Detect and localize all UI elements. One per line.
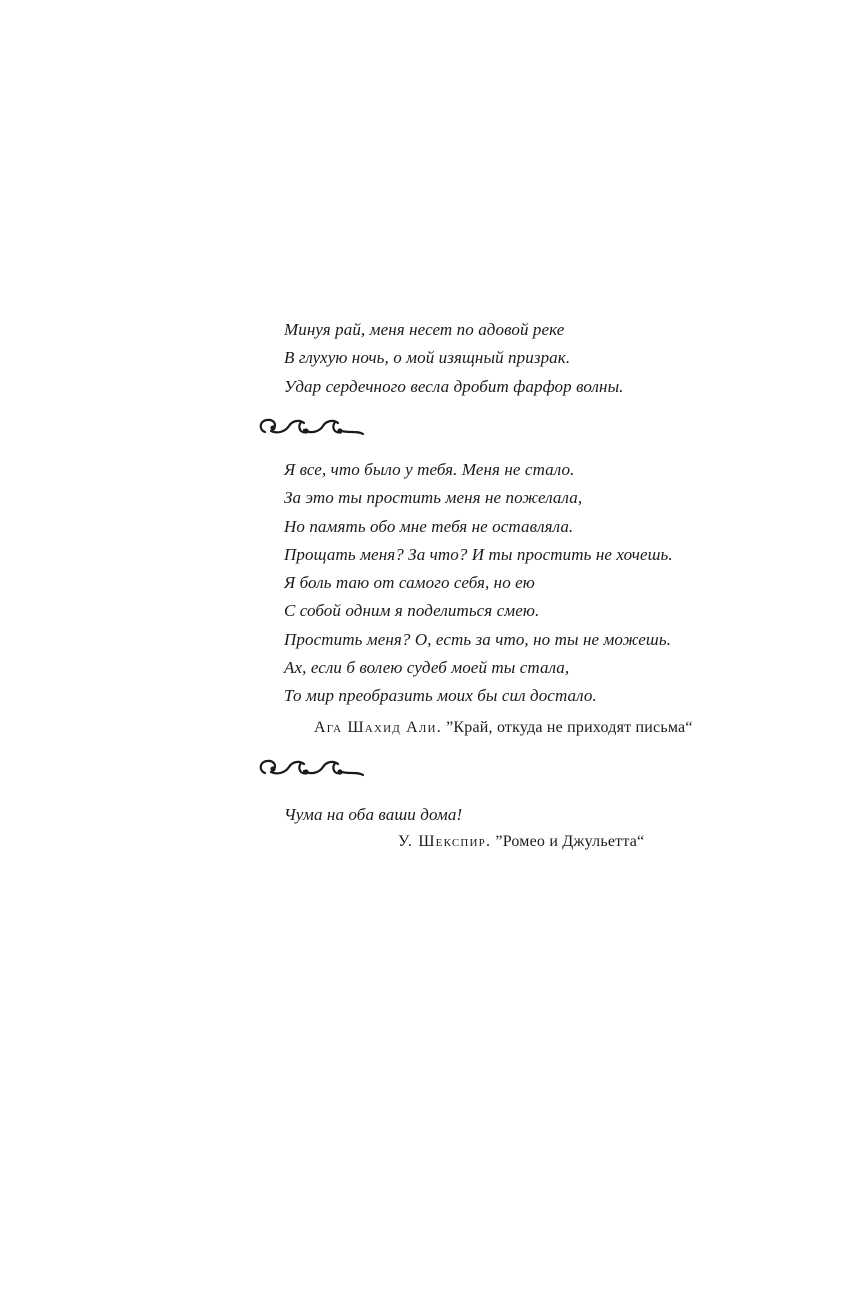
verse-line: С собой одним я поделиться смею.: [284, 601, 540, 621]
epigraph-stanza-3: [284, 801, 462, 829]
attribution-work: ”Край, откуда не приходят письма“: [446, 719, 693, 736]
verse-line: То мир преобразить моих бы сил достало.: [284, 686, 597, 706]
epigraph-attribution-1: [314, 719, 693, 737]
verse-line: Чума на оба ваши дома!: [284, 805, 463, 824]
verse-line: Прощать меня? За что? И ты простить не хочешь.: [284, 544, 673, 564]
verse-line: Простить меня? О, есть за что, но ты не можешь.: [284, 629, 672, 649]
verse-line: В глухую ночь, о мой изящный призрак.: [284, 348, 571, 368]
epigraph-stanza-2: [284, 456, 673, 711]
swirl-ornament-icon: [257, 755, 367, 779]
verse-line: Ах, если б волею судеб моей ты стала,: [284, 658, 570, 678]
verse-line: За это ты простить меня не пожелала,: [284, 488, 583, 508]
epigraph-attribution-2: [398, 833, 644, 851]
verse-line: Я все, что было у тебя. Меня не стало.: [284, 460, 575, 479]
attribution-author: Ага Шахид Али.: [314, 719, 442, 736]
verse-line: Минуя рай, меня несет по адовой реке: [284, 320, 565, 339]
verse-line: Я боль таю от самого себя, но ею: [284, 573, 535, 593]
epigraph-stanza-1: [284, 316, 624, 401]
swirl-ornament-icon: [257, 414, 367, 438]
attribution-work: ”Ромео и Джульетта“: [495, 833, 645, 850]
verse-line: Удар сердечного весла дробит фарфор волны.: [284, 376, 624, 396]
attribution-author: У. Шекспир.: [398, 833, 492, 850]
verse-line: Но память обо мне тебя не оставляла.: [284, 516, 574, 536]
